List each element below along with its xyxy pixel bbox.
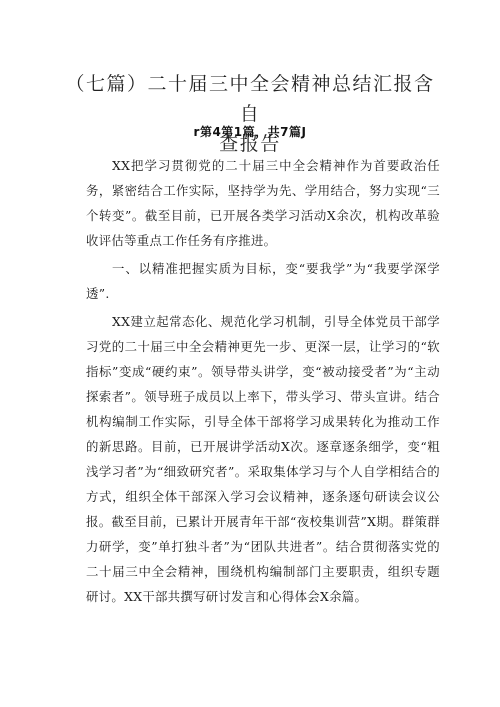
document-title-line-1: （七篇）二十届三中全会精神总结汇报含自 [65,72,435,125]
document-body [86,153,440,612]
body-paragraph: XX建立起常态化、规范化学习机制，引导全体党员干部学习党的二十届三中全会精神更先一步、更深一层，让学习的“软指标”变成“硬约束”。领导带头讲学，变“被动接受者”为“主动探索者”。领导班子成员以上率下，带头学习、带头宣讲。结合机构编制工作实际，引导全体干部将学习成果转化为推动工作的新思路。目前，已开展讲学活动X次。逐章逐条细学，变“粗浅学习者”为“细致研究者”。采取集体学习与个人自学相结合的方式，组织全体干部深入学习会议精神，逐条逐句研读会议公报。截至目前，已累计开展青年干部“夜校集训营”X期。群策群力研学，变”单打独斗者”为“团队共进者”。结合贯彻落实党的二十届三中全会精神，围绕机构编制部门主要职责，组织专题研讨。XX干部共撰写研讨发言和心得体会X余篇。 [86,314,440,604]
intro-paragraph: XX把学习贯彻党的二十届三中全会精神作为首要政治任务，紧密结合工作实际，坚持学为先、学用结合，努力实现“三个转变”。截至目前，已开展各类学习活动X余次，机构改革验收评估等重点工作任务有序推进。 [86,158,440,248]
document-title [60,69,440,159]
document-title-line-2: 查报告 [219,132,281,155]
document-subtitle: r第4第1篇，共7篇J [193,125,307,139]
section-heading: 一、以精准把握实质为目标，变“要我学”为“我要学深学透”. [86,261,440,301]
